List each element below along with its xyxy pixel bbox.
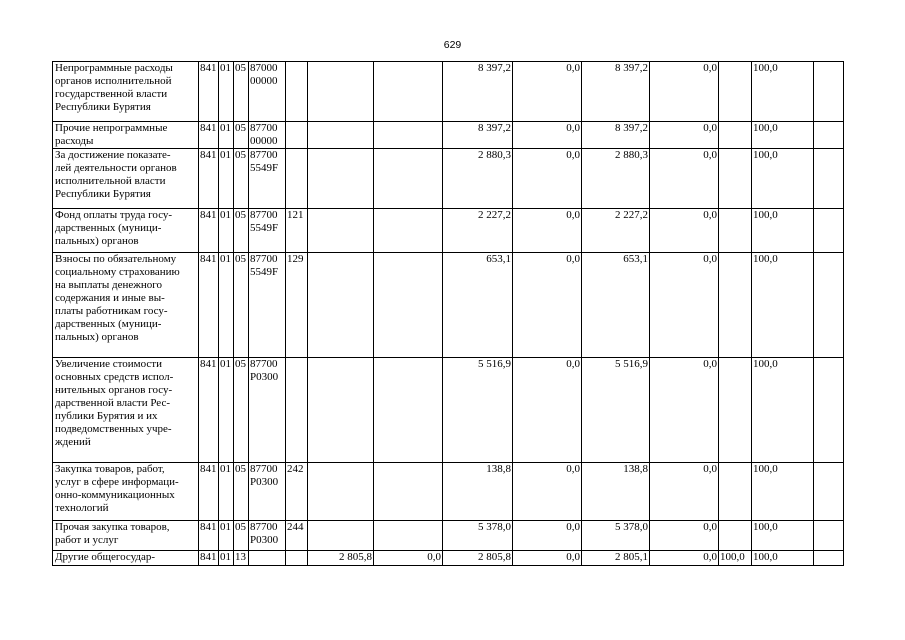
expense-name-line: работ и услуг [55,534,119,546]
pr-cell: 13 [234,551,249,566]
expense-name-line: Республики Бурятия [55,188,151,200]
percent-cell [719,122,752,149]
amount-cell: 2 227,2 [582,209,650,253]
percent-cell: 100,0 [752,358,814,463]
pr-cell: 05 [234,209,249,253]
code-line: 87700 [250,521,278,533]
code-line: 87700 [250,463,278,475]
vr-cell [286,62,308,122]
vr-cell: 121 [286,209,308,253]
amount-cell [308,62,374,122]
expense-name-line: Взносы по обязательному [55,253,177,265]
csr-cell [249,551,286,566]
amount-cell: 0,0 [374,551,443,566]
csr-cell [249,463,286,521]
table-body [53,62,844,566]
ved-cell: 841 [199,62,219,122]
code-line: 87000 [250,62,278,74]
expense-name-line: ждений [55,436,91,448]
amount-cell: 0,0 [650,62,719,122]
budget-table [52,61,844,566]
amount-cell [374,463,443,521]
percent-cell: 100,0 [752,253,814,358]
amount-cell [374,209,443,253]
table-row [53,358,844,463]
csr-cell [249,253,286,358]
expense-name-line: пальных) органов [55,331,139,343]
table-row [53,253,844,358]
code-line: 87700 [250,253,278,265]
amount-cell: 2 227,2 [443,209,513,253]
amount-cell: 2 805,8 [308,551,374,566]
pr-cell: 05 [234,463,249,521]
expense-name-line: публики Бурятия и их [55,410,158,422]
expense-name-line: нительных органов госу- [55,384,173,396]
table-row [53,62,844,122]
vr-cell [286,149,308,209]
amount-cell: 138,8 [582,463,650,521]
amount-cell: 0,0 [650,149,719,209]
expense-name-line: основных средств испол- [55,371,174,383]
amount-cell: 0,0 [513,209,582,253]
code-line: 00000 [250,135,278,147]
ved-cell: 841 [199,463,219,521]
pr-cell: 05 [234,253,249,358]
amount-cell: 138,8 [443,463,513,521]
expense-name-line: онно-коммуникационных [55,489,175,501]
code-line: P0300 [250,476,279,488]
amount-cell: 0,0 [513,551,582,566]
expense-name-line: пальных) органов [55,235,139,247]
ved-cell: 841 [199,358,219,463]
expense-name-cell [53,209,199,253]
amount-cell [308,358,374,463]
expense-name-line: Республики Бурятия [55,101,151,113]
expense-name-line: подведомственных учре- [55,423,172,435]
expense-name-line: лей деятельности органов [55,162,177,174]
expense-name-line: органов исполнительной [55,75,172,87]
code-line: 5549F [250,162,279,174]
percent-cell [719,253,752,358]
percent-cell [719,521,752,551]
percent-cell: 100,0 [752,521,814,551]
empty-cell [814,358,844,463]
table-row [53,463,844,521]
amount-cell: 0,0 [513,521,582,551]
amount-cell: 0,0 [513,122,582,149]
percent-cell [719,463,752,521]
vr-cell: 244 [286,521,308,551]
expense-name-line: социальному страхованию [55,266,180,278]
pr-cell: 05 [234,122,249,149]
amount-cell [308,253,374,358]
expense-name-line: расходы [55,135,94,147]
amount-cell: 0,0 [650,122,719,149]
empty-cell [814,551,844,566]
expense-name-line: технологий [55,502,109,514]
csr-cell [249,149,286,209]
amount-cell [308,463,374,521]
expense-name-cell [53,463,199,521]
csr-cell [249,521,286,551]
amount-cell: 8 397,2 [443,62,513,122]
rz-cell: 01 [219,209,234,253]
amount-cell: 0,0 [650,463,719,521]
expense-name-cell [53,358,199,463]
amount-cell: 0,0 [513,463,582,521]
amount-cell: 0,0 [650,253,719,358]
pr-cell: 05 [234,62,249,122]
percent-cell [719,209,752,253]
code-line: 5549F [250,222,279,234]
table-row [53,149,844,209]
amount-cell: 5 516,9 [582,358,650,463]
amount-cell [308,122,374,149]
percent-cell [719,149,752,209]
amount-cell: 5 378,0 [582,521,650,551]
expense-name-cell [53,521,199,551]
amount-cell: 2 880,3 [443,149,513,209]
expense-name-line: Прочая закупка товаров, [55,521,170,533]
code-line: 87700 [250,209,278,221]
expense-name-line: дарственных (муници- [55,318,162,330]
rz-cell: 01 [219,122,234,149]
code-line: P0300 [250,534,279,546]
amount-cell: 653,1 [443,253,513,358]
ved-cell: 841 [199,253,219,358]
amount-cell: 0,0 [650,358,719,463]
rz-cell: 01 [219,551,234,566]
empty-cell [814,521,844,551]
ved-cell: 841 [199,551,219,566]
expense-name-line: исполнительной власти [55,175,166,187]
expense-name-line: Фонд оплаты труда госу- [55,209,173,221]
expense-name-line: За достижение показате- [55,149,171,161]
amount-cell [374,358,443,463]
expense-name-line: дарственной власти Рес- [55,397,171,409]
percent-cell: 100,0 [752,551,814,566]
table-row [53,209,844,253]
percent-cell: 100,0 [752,62,814,122]
rz-cell: 01 [219,521,234,551]
amount-cell [308,521,374,551]
expense-name-line: Другие общегосудар- [55,551,156,563]
page-number: 629 [443,39,462,51]
vr-cell: 129 [286,253,308,358]
amount-cell: 5 516,9 [443,358,513,463]
amount-cell: 0,0 [650,551,719,566]
empty-cell [814,122,844,149]
pr-cell: 05 [234,358,249,463]
amount-cell [374,521,443,551]
percent-cell: 100,0 [752,122,814,149]
ved-cell: 841 [199,149,219,209]
empty-cell [814,62,844,122]
empty-cell [814,209,844,253]
amount-cell: 0,0 [513,149,582,209]
amount-cell [308,209,374,253]
empty-cell [814,463,844,521]
amount-cell: 0,0 [513,62,582,122]
code-line: 87700 [250,358,278,370]
pr-cell: 05 [234,521,249,551]
expense-name-line: Прочие непрограммные [55,122,168,134]
amount-cell: 0,0 [650,521,719,551]
amount-cell: 0,0 [650,209,719,253]
expense-name-line: государственной власти [55,88,168,100]
amount-cell: 2 805,1 [582,551,650,566]
expense-name-cell [53,149,199,209]
percent-cell: 100,0 [719,551,752,566]
expense-name-line: Закупка товаров, работ, [55,463,165,475]
pr-cell: 05 [234,149,249,209]
percent-cell: 100,0 [752,209,814,253]
amount-cell: 8 397,2 [582,62,650,122]
csr-cell [249,209,286,253]
code-line: 00000 [250,75,278,87]
expense-name-cell [53,62,199,122]
vr-cell [286,358,308,463]
expense-name-cell [53,551,199,566]
rz-cell: 01 [219,149,234,209]
rz-cell: 01 [219,463,234,521]
rz-cell: 01 [219,358,234,463]
amount-cell [374,62,443,122]
expense-name-line: на выплаты денежного [55,279,162,291]
percent-cell [719,358,752,463]
csr-cell [249,122,286,149]
empty-cell [814,149,844,209]
code-line: P0300 [250,371,279,383]
expense-name-line: услуг в сфере информаци- [55,476,179,488]
rz-cell: 01 [219,62,234,122]
amount-cell [374,122,443,149]
ved-cell: 841 [199,521,219,551]
expense-name-cell [53,253,199,358]
amount-cell [374,149,443,209]
table-row [53,551,844,566]
expense-name-line: платы работникам госу- [55,305,168,317]
amount-cell: 2 880,3 [582,149,650,209]
code-line: 87700 [250,149,278,161]
expense-name-line: Непрограммные расходы [55,62,173,74]
amount-cell: 653,1 [582,253,650,358]
table-row [53,122,844,149]
code-line: 5549F [250,266,279,278]
vr-cell: 242 [286,463,308,521]
amount-cell: 0,0 [513,253,582,358]
expense-name-line: Увеличение стоимости [55,358,162,370]
amount-cell: 5 378,0 [443,521,513,551]
expense-name-line: дарственных (муници- [55,222,162,234]
amount-cell: 2 805,8 [443,551,513,566]
expense-name-cell [53,122,199,149]
vr-cell [286,122,308,149]
amount-cell: 8 397,2 [443,122,513,149]
csr-cell [249,358,286,463]
expense-name-line: содержания и иные вы- [55,292,165,304]
ved-cell: 841 [199,122,219,149]
amount-cell: 8 397,2 [582,122,650,149]
vr-cell [286,551,308,566]
code-line: 87700 [250,122,278,134]
percent-cell: 100,0 [752,463,814,521]
amount-cell: 0,0 [513,358,582,463]
empty-cell [814,253,844,358]
amount-cell [308,149,374,209]
ved-cell: 841 [199,209,219,253]
table-row [53,521,844,551]
percent-cell [719,62,752,122]
percent-cell: 100,0 [752,149,814,209]
rz-cell: 01 [219,253,234,358]
csr-cell [249,62,286,122]
amount-cell [374,253,443,358]
